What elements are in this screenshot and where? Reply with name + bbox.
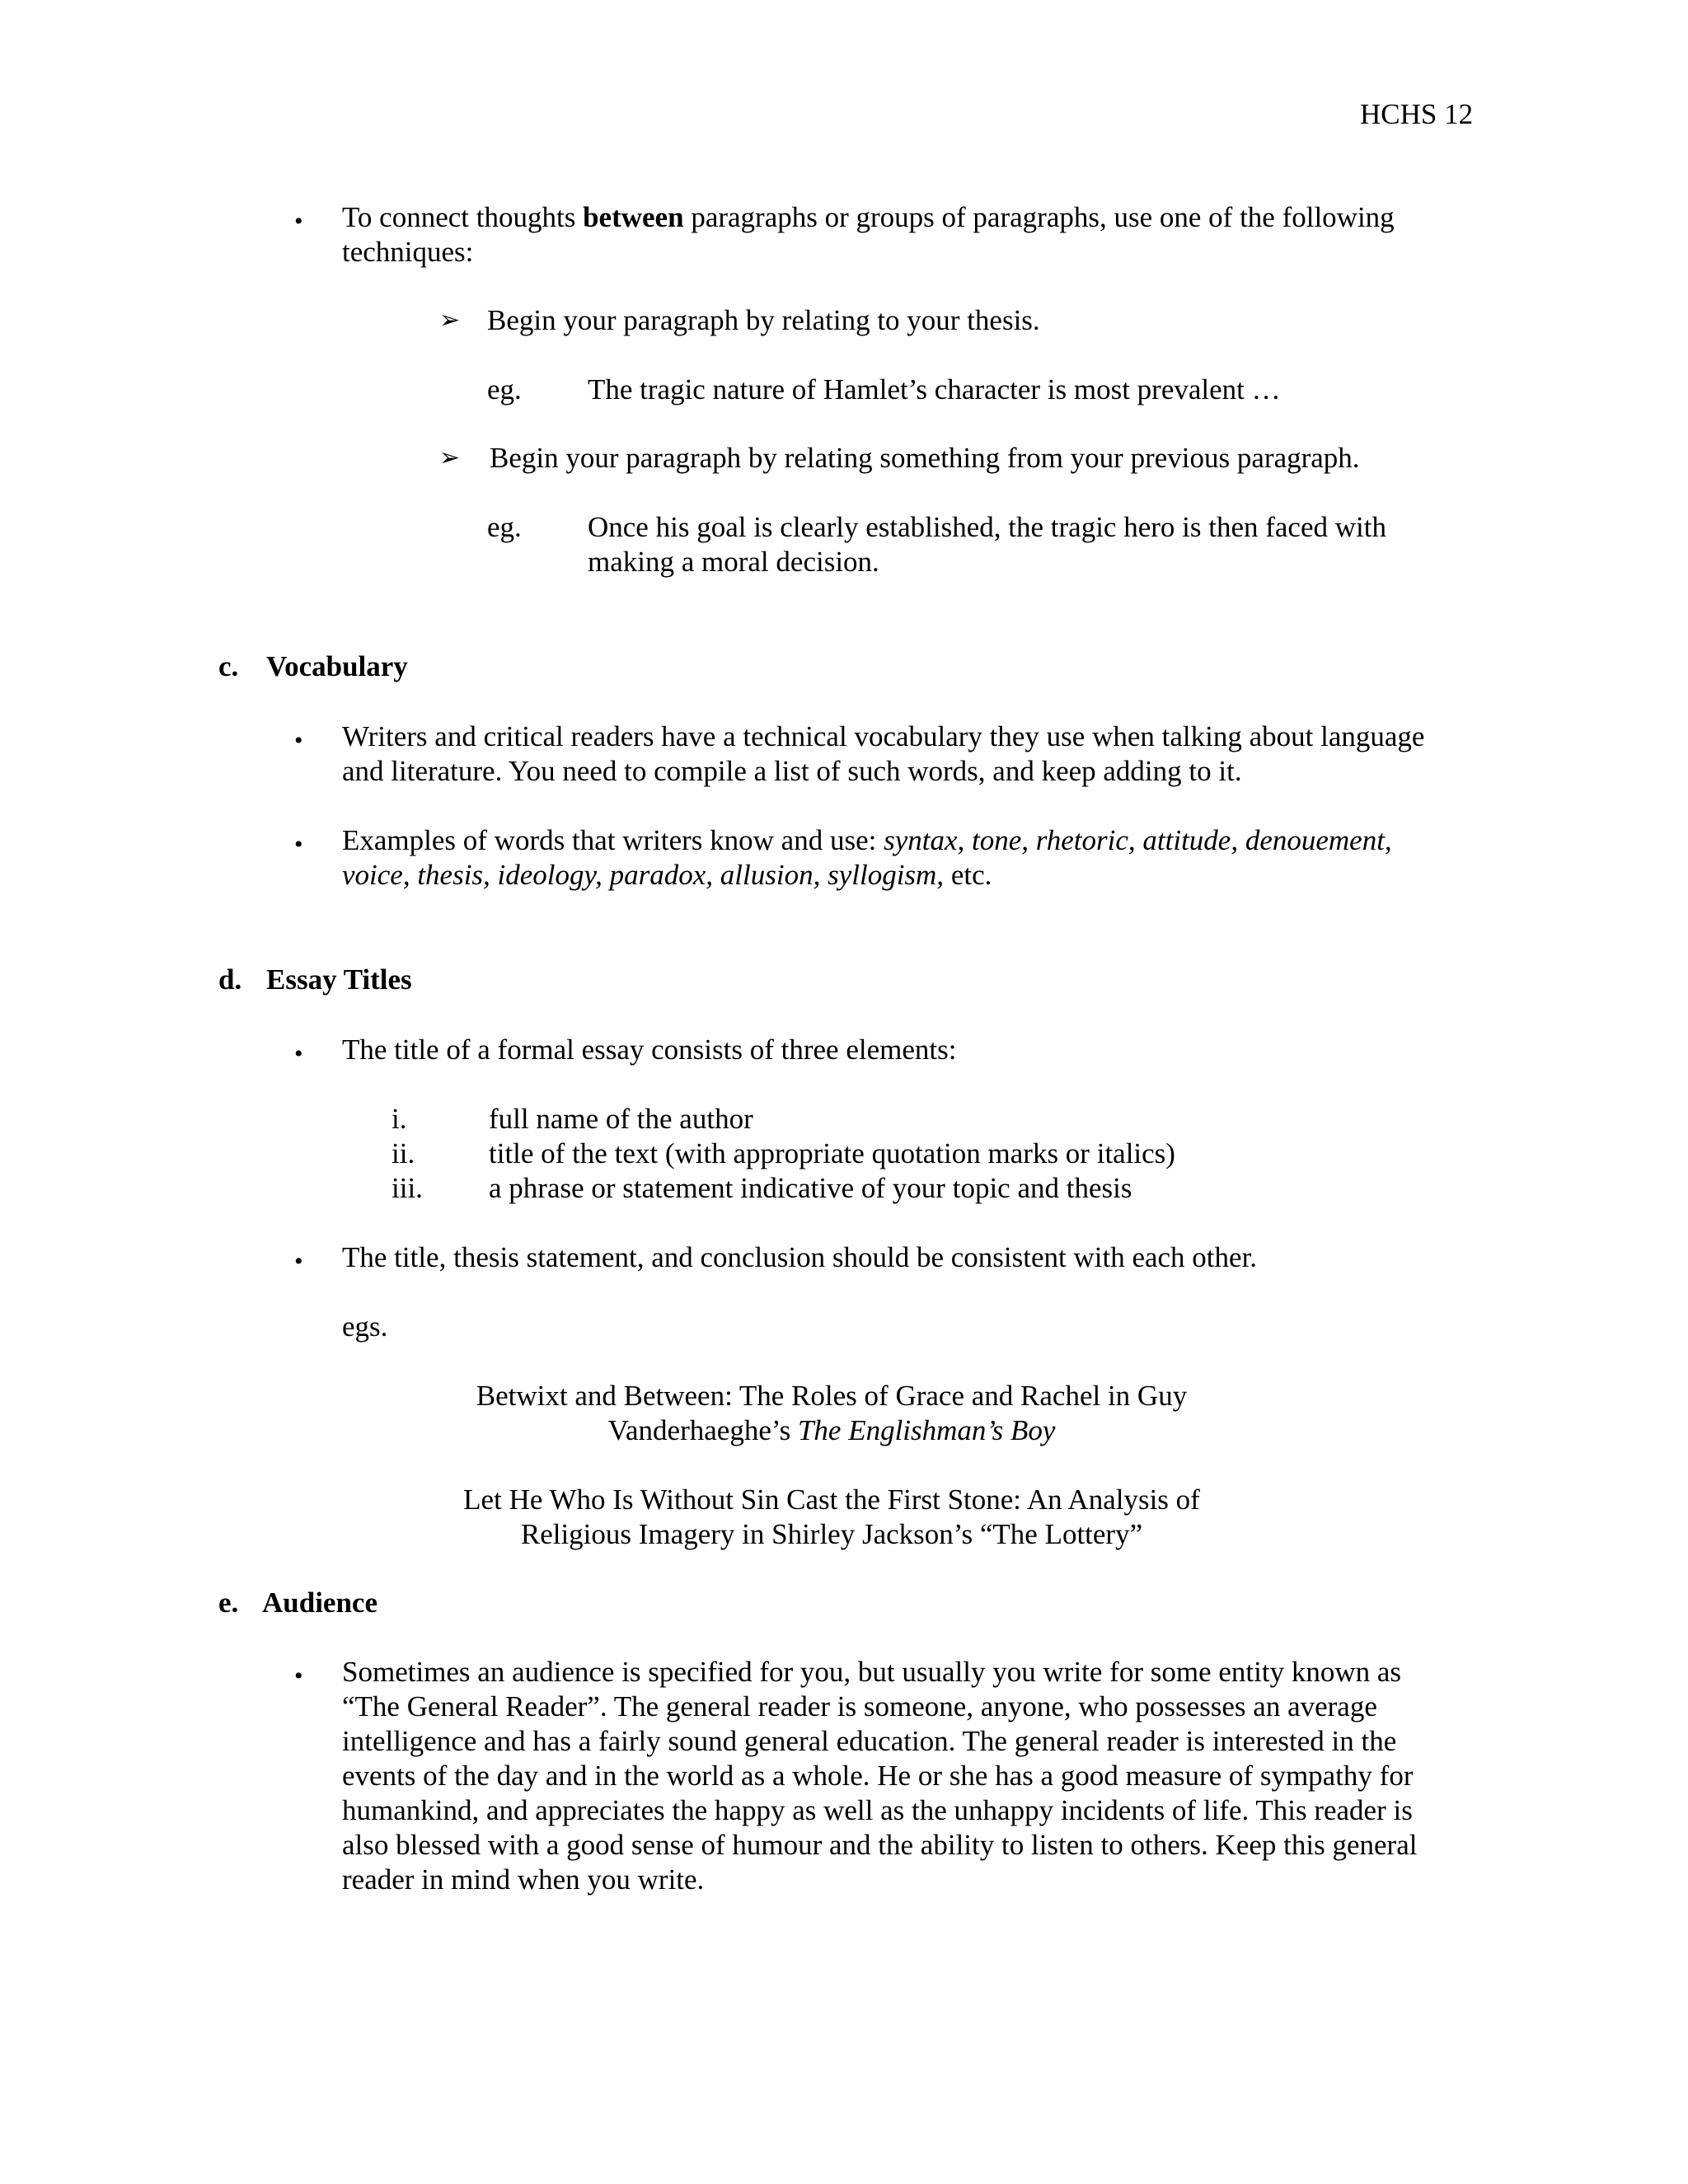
section-c-title: Vocabulary (266, 650, 408, 682)
audience-line: humankind, and appreciates the happy as well as the unhappy incidents of life. This reader is (342, 1794, 1413, 1826)
example-title-1-pre: Vanderhaeghe’s (607, 1414, 798, 1446)
technique-1: Begin your paragraph by relating to your thesis. (487, 304, 1040, 336)
bullet-icon: • (294, 1040, 303, 1067)
technique-1-eg-label: eg. (487, 373, 522, 405)
vocab-p2-pre: Examples of words that writers know and use: (342, 824, 884, 856)
bullet-icon: • (294, 208, 303, 235)
audience-line: also blessed with a good sense of humour and the ability to listen to others. Keep this general (342, 1829, 1418, 1861)
vocab-p2-italic-1: syntax, tone, rhetoric, attitude, denouement, (884, 824, 1392, 856)
titles-p2: The title, thesis statement, and conclusion should be consistent with each other. (342, 1241, 1258, 1273)
element-num: iii. (392, 1172, 423, 1204)
section-d-title: Essay Titles (266, 963, 412, 996)
technique-2-example-line-2: making a moral decision. (588, 546, 879, 578)
technique-2: Begin your paragraph by relating something from your previous paragraph. (490, 442, 1360, 474)
example-title-2-line-1: Let He Who Is Without Sin Cast the First Stone: An Analysis of (463, 1483, 1200, 1516)
arrow-bullet-icon: ➢ (439, 307, 461, 334)
intro-line-2: techniques: (342, 236, 474, 268)
audience-line: Sometimes an audience is specified for you, but usually you write for some entity known as (342, 1656, 1402, 1688)
section-e-title: Audience (262, 1586, 377, 1619)
intro-text-bold: between (583, 201, 684, 233)
vocab-p1-line-2: and literature. You need to compile a list of such words, and keep adding to it. (342, 755, 1242, 787)
arrow-bullet-icon: ➢ (439, 444, 461, 471)
audience-line: “The General Reader”. The general reader is someone, anyone, who possesses an average (342, 1690, 1377, 1722)
intro-text-pre: To connect thoughts (342, 201, 584, 233)
section-c-letter: c. (218, 650, 239, 682)
example-title-2-line-2: Religious Imagery in Shirley Jackson’s “The Lottery” (520, 1518, 1143, 1550)
vocab-p2-line-1 (342, 823, 1392, 858)
audience-line: events of the day and in the world as a whole. He or she has a good measure of sympathy for (342, 1760, 1414, 1792)
section-d-letter: d. (218, 963, 242, 996)
technique-2-eg-label: eg. (487, 511, 522, 543)
intro-text-post: paragraphs or groups of paragraphs, use one of the following (683, 201, 1395, 233)
bullet-icon: • (294, 831, 303, 858)
bullet-icon: • (294, 727, 303, 754)
vocab-p2-italic-2: voice, thesis, ideology, paradox, allusion, syllogism, (342, 859, 945, 891)
section-e-letter: e. (218, 1586, 239, 1619)
bullet-icon: • (294, 1662, 303, 1690)
vocab-p2-line-2 (342, 858, 992, 893)
element-text: full name of the author (489, 1103, 753, 1135)
technique-2-example-line-1: Once his goal is clearly established, the tragic hero is then faced with (588, 511, 1386, 543)
audience-line: intelligence and has a fairly sound general education. The general reader is interested in the (342, 1725, 1397, 1757)
intro-line-1 (342, 200, 1395, 235)
technique-1-example: The tragic nature of Hamlet’s character is most prevalent … (588, 373, 1281, 405)
element-num: i. (392, 1103, 407, 1135)
example-title-1-italic: The Englishman’s Boy (797, 1414, 1056, 1446)
audience-line: reader in mind when you write. (342, 1863, 705, 1896)
bullet-icon: • (294, 1248, 303, 1275)
vocab-p2-post: etc. (944, 859, 992, 891)
egs-label: egs. (342, 1310, 388, 1343)
example-title-1-line-2 (0, 1413, 1663, 1448)
titles-p1: The title of a formal essay consists of three elements: (342, 1033, 957, 1066)
element-num: ii. (392, 1137, 415, 1169)
page-header-code: HCHS 12 (1360, 98, 1474, 130)
element-text: a phrase or statement indicative of your topic and thesis (489, 1172, 1132, 1204)
element-text: title of the text (with appropriate quotation marks or italics) (489, 1137, 1175, 1169)
example-title-1-line-1: Betwixt and Between: The Roles of Grace and Rachel in Guy (476, 1380, 1188, 1412)
vocab-p1-line-1: Writers and critical readers have a technical vocabulary they use when talking about language (342, 720, 1425, 752)
